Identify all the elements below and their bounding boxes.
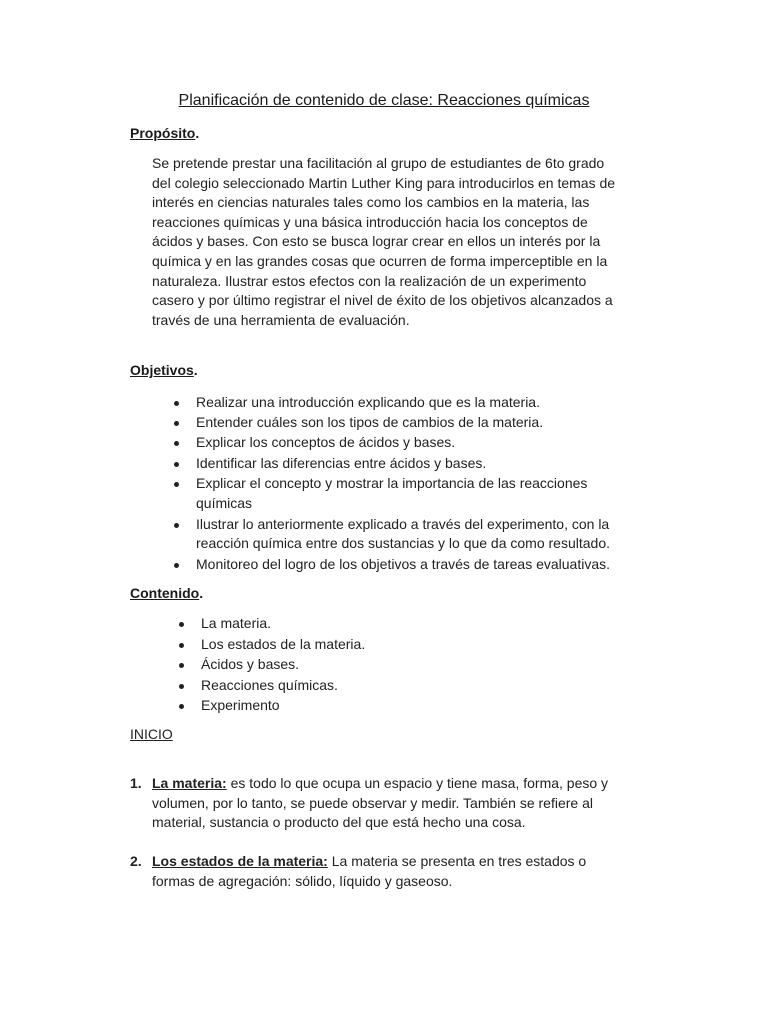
bullet-icon [179, 643, 184, 648]
objetivo-item: Entender cuáles son los tipos de cambios de la materia. [196, 413, 610, 433]
proposito-line: casero y por último registrar el nivel de éxito de los objetivos alcanzados a [152, 292, 613, 309]
objetivo-item: Realizar una introducción explicando que es la materia. [196, 393, 610, 413]
item-first-line: La materia: es todo lo que ocupa un espacio y tiene masa, forma, peso y [152, 775, 609, 791]
bullet-icon [174, 482, 179, 487]
objetivo-item: Ilustrar lo anteriormente explicado a través del experimento, con la reacción química entre dos sustancias y lo que da como resultado. [196, 515, 610, 555]
item-line: material, sustancia o producto del que está hecho una cosa. [152, 814, 526, 831]
contenido-heading: Contenido. [130, 585, 204, 601]
item-line: volumen, por lo tanto, se puede observar y medir. También se refiere al [152, 794, 593, 811]
bullet-icon [179, 684, 184, 689]
item-term: Los estados de la materia: [152, 853, 328, 869]
bullet-icon [174, 563, 179, 568]
inicio-heading: INICIO [130, 726, 173, 742]
contenido-list [201, 614, 365, 717]
numbered-item-1 [130, 774, 650, 833]
item-term: La materia: [152, 775, 227, 791]
objetivos-list [196, 393, 610, 575]
contenido-item: Los estados de la materia. [201, 635, 365, 656]
proposito-line: Se pretende prestar una facilitación al grupo de estudiantes de 6to grado [152, 155, 605, 171]
bullet-icon [179, 622, 184, 627]
objetivo-item: Identificar las diferencias entre ácidos y bases. [196, 454, 610, 475]
proposito-line: reacciones químicas y una básica introducción hacia los conceptos de [152, 213, 588, 230]
item-number: 1. [130, 775, 142, 791]
proposito-line: química y en las grandes cosas que ocurren de forma imperceptible en la [152, 252, 608, 269]
contenido-item: Experimento [201, 696, 365, 717]
numbered-item-2 [130, 852, 650, 891]
objetivo-item: Monitoreo del logro de los objetivos a través de tareas evaluativas. [196, 555, 610, 575]
proposito-line: ácidos y bases. Con esto se busca lograr crear en ellos un interés por la [152, 233, 601, 250]
objetivos-heading-text: Objetivos [130, 362, 194, 378]
document-title: Planificación de contenido de clase: Reacciones químicas [178, 92, 590, 109]
item-line: formas de agregación: sólido, líquido y gaseoso. [152, 872, 453, 889]
bullet-icon [174, 401, 179, 406]
bullet-icon [174, 523, 179, 528]
contenido-heading-text: Contenido [130, 585, 200, 601]
proposito-line: naturaleza. Ilustrar estos efectos con la realización de un experimento [152, 272, 587, 289]
proposito-line: del colegio seleccionado Martin Luther King para introducirlos en temas de [152, 174, 616, 191]
bullet-icon [179, 663, 184, 668]
proposito-line: través de una herramienta de evaluación. [152, 311, 410, 328]
proposito-paragraph [152, 154, 615, 330]
bullet-icon [174, 462, 179, 467]
objetivo-item: Explicar los conceptos de ácidos y bases. [196, 433, 610, 454]
proposito-heading-text: Propósito [130, 125, 196, 141]
contenido-item: La materia. [201, 614, 365, 635]
bullet-icon [179, 704, 184, 709]
objetivo-item: Explicar el concepto y mostrar la importancia de las reacciones químicas [196, 474, 610, 515]
proposito-heading: Propósito. [130, 125, 200, 141]
objetivos-heading: Objetivos. [130, 362, 198, 378]
proposito-line: interés en ciencias naturales tales como los cambios en la materia, las [152, 194, 590, 211]
contenido-item: Reacciones químicas. [201, 676, 365, 697]
bullet-icon [174, 441, 179, 446]
bullet-icon [174, 421, 179, 426]
contenido-item: Ácidos y bases. [201, 655, 365, 676]
item-first-line: Los estados de la materia: La materia se presenta en tres estados o [152, 853, 587, 869]
item-number: 2. [130, 853, 142, 869]
